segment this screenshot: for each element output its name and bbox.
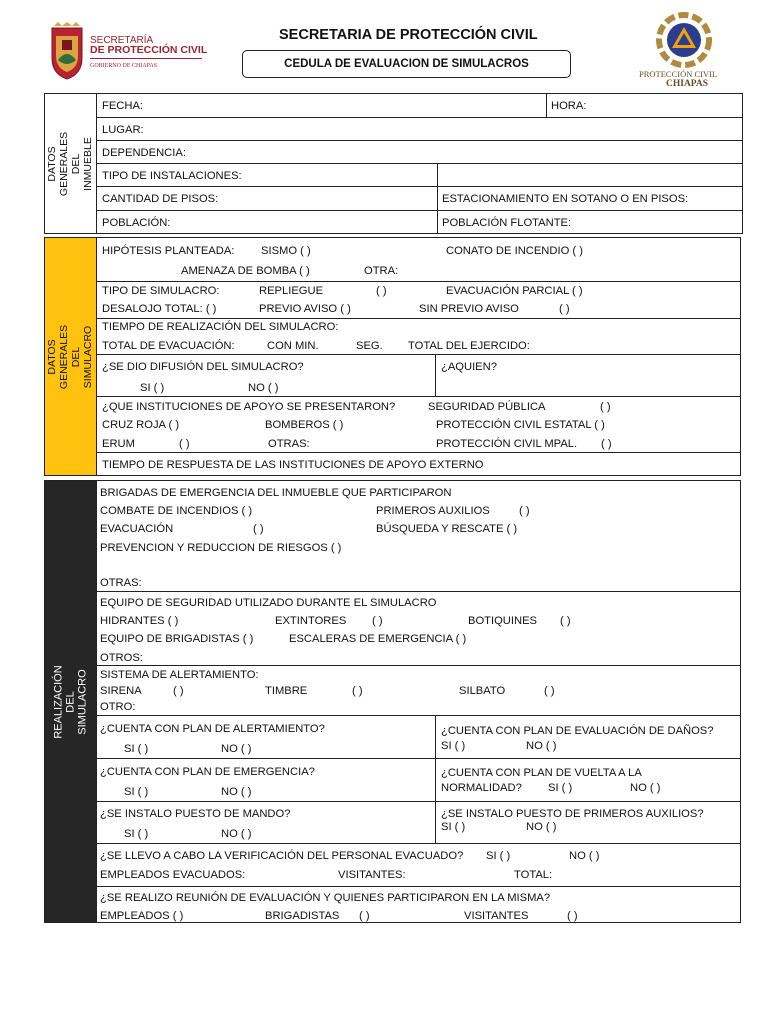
prevencion-option: PREVENCION Y REDUCCION DE RIESGOS ( ) <box>100 542 342 554</box>
puesto-aux-question: ¿SE INSTALO PUESTO DE PRIMEROS AUXILIOS? <box>441 808 704 820</box>
empleados-evacuados-label: EMPLEADOS EVACUADOS: <box>100 869 246 881</box>
poblacion-flotante-label: POBLACIÓN FLOTANTE: <box>442 217 572 229</box>
silbato-box: ( ) <box>544 685 555 697</box>
right-logo <box>634 12 744 92</box>
previo-aviso-option: PREVIO AVISO ( ) <box>259 303 351 315</box>
con-min-label: CON MIN. <box>267 340 319 352</box>
instituciones-question: ¿QUE INSTITUCIONES DE APOYO SE PRESENTARON? <box>102 401 396 413</box>
cantidad-pisos-label: CANTIDAD DE PISOS: <box>102 193 219 205</box>
extintores-box: ( ) <box>372 615 383 627</box>
reunion-visitantes-box: ( ) <box>567 910 578 922</box>
equipo-brigadistas-option: EQUIPO DE BRIGADISTAS ( ) <box>100 633 254 645</box>
puesto-mando-no: NO ( ) <box>221 828 252 840</box>
otra-label: OTRA: <box>364 265 399 277</box>
plan-emergencia-si: SI ( ) <box>124 786 149 798</box>
plan-emergencia-question: ¿CUENTA CON PLAN DE EMERGENCIA? <box>100 766 315 778</box>
left-logo-line3: GOBIERNO DE CHIAPAS <box>90 63 158 69</box>
hora-label: HORA: <box>551 100 587 112</box>
primeros-aux-option: PRIMEROS AUXILIOS <box>376 505 490 517</box>
chiapas-shield-icon <box>48 22 86 80</box>
evacuacion-option: EVACUACIÓN <box>100 523 174 535</box>
erum-box: ( ) <box>179 438 190 450</box>
seguridad-publica-option: SEGURIDAD PÚBLICA <box>428 401 546 413</box>
sirena-option: SIRENA <box>100 685 142 697</box>
total-ejercido-label: TOTAL DEL EJERCIDO: <box>408 340 530 352</box>
side-label-realizacion <box>44 480 97 923</box>
botiquines-option: BOTIQUINES <box>468 615 537 627</box>
tiempo-respuesta-label: TIEMPO DE RESPUESTA DE LAS INSTITUCIONES DE APOYO EXTERNO <box>102 459 484 471</box>
amenaza-option: AMENAZA DE BOMBA ( ) <box>181 265 310 277</box>
total-evacuados-label: TOTAL: <box>514 869 553 881</box>
evac-parcial-option: EVACUACIÓN PARCIAL ( ) <box>446 285 583 297</box>
hipotesis-label: HIPÓTESIS PLANTEADA: <box>102 245 235 257</box>
alertamiento-otro-label: OTRO: <box>100 701 136 713</box>
verificacion-si: SI ( ) <box>486 850 511 862</box>
seg-label: SEG. <box>356 340 383 352</box>
left-logo-line1: SECRETARÍA <box>90 35 154 46</box>
puesto-mando-si: SI ( ) <box>124 828 149 840</box>
cruz-roja-option: CRUZ ROJA ( ) <box>102 419 180 431</box>
aquien-label: ¿AQUIEN? <box>441 361 497 373</box>
seguridad-publica-box: ( ) <box>600 401 611 413</box>
extintores-option: EXTINTORES <box>275 615 347 627</box>
timbre-option: TIMBRE <box>265 685 308 697</box>
side-label-text: DATOS GENERALES DEL SIMULACRO <box>46 324 95 389</box>
brigadas-label: BRIGADAS DE EMERGENCIA DEL INMUEBLE QUE PARTICIPARON <box>100 487 452 499</box>
proteccion-civil-emblem-icon <box>656 12 712 68</box>
verificacion-question: ¿SE LLEVO A CABO LA VERIFICACIÓN DEL PERSONAL EVACUADO? <box>100 850 464 862</box>
tipo-simulacro-label: TIPO DE SIMULACRO: <box>102 285 220 297</box>
puesto-mando-question: ¿SE INSTALO PUESTO DE MANDO? <box>100 808 291 820</box>
plan-vuelta-no: NO ( ) <box>630 782 661 794</box>
total-evacuacion-label: TOTAL DE EVACUACIÓN: <box>102 340 235 352</box>
tipo-instalaciones-label: TIPO DE INSTALACIONES: <box>102 170 242 182</box>
tiempo-realizacion-label: TIEMPO DE REALIZACIÓN DEL SIMULACRO: <box>102 321 339 333</box>
plan-danos-no: NO ( ) <box>526 740 557 752</box>
reunion-brigadistas-box: ( ) <box>359 910 370 922</box>
botiquines-box: ( ) <box>560 615 571 627</box>
hidrantes-option: HIDRANTES ( ) <box>100 615 179 627</box>
equipo-seguridad-label: EQUIPO DE SEGURIDAD UTILIZADO DURANTE EL SIMULACRO <box>100 597 437 609</box>
otras-label: OTRAS: <box>268 438 310 450</box>
reunion-question: ¿SE REALIZO REUNIÓN DE EVALUACIÓN Y QUIENES PARTICIPARON EN LA MISMA? <box>100 892 551 904</box>
pc-mpal-option: PROTECCIÓN CIVIL MPAL. <box>436 438 578 450</box>
sin-previo-box: ( ) <box>559 303 570 315</box>
sismo-option: SISMO ( ) <box>261 245 311 257</box>
plan-danos-question: ¿CUENTA CON PLAN DE EVALUACIÓN DE DAÑOS? <box>441 725 714 737</box>
verificacion-no: NO ( ) <box>569 850 600 862</box>
fecha-label: FECHA: <box>102 100 144 112</box>
lugar-label: LUGAR: <box>102 124 144 136</box>
visitantes-evacuados-label: VISITANTES: <box>338 869 406 881</box>
difusion-si: SI ( ) <box>140 382 165 394</box>
plan-alertamiento-no: NO ( ) <box>221 743 252 755</box>
plan-vuelta-question-line1: ¿CUENTA CON PLAN DE VUELTA A LA <box>441 767 642 779</box>
sin-previo-option: SIN PREVIO AVISO <box>419 303 519 315</box>
difusion-no: NO ( ) <box>248 382 279 394</box>
sistema-alertamiento-label: SISTEMA DE ALERTAMIENTO: <box>100 669 259 681</box>
page-title: SECRETARIA DE PROTECCIÓN CIVIL <box>279 27 538 43</box>
evacuacion-box: ( ) <box>253 523 264 535</box>
equipo-otros-label: OTROS: <box>100 652 143 664</box>
busqueda-option: BÚSQUEDA Y RESCATE ( ) <box>376 523 518 535</box>
estacionamiento-label: ESTACIONAMIENTO EN SOTANO O EN PISOS: <box>442 193 689 205</box>
page-subtitle: CEDULA DE EVALUACION DE SIMULACROS <box>242 50 571 78</box>
bomberos-option: BOMBEROS ( ) <box>265 419 344 431</box>
right-logo-line1: PROTECCIÓN CIVIL <box>639 69 718 79</box>
erum-option: ERUM <box>102 438 135 450</box>
side-label-datos-simulacro <box>44 237 97 476</box>
left-logo-divider <box>90 58 202 59</box>
brigadas-otras-label: OTRAS: <box>100 577 142 589</box>
side-label-text: DATOS GENERALES DEL INMUEBLE <box>46 131 95 196</box>
right-logo-line2: CHIAPAS <box>666 79 709 89</box>
conato-option: CONATO DE INCENDIO ( ) <box>446 245 583 257</box>
difusion-question: ¿SE DIO DIFUSIÓN DEL SIMULACRO? <box>102 361 304 373</box>
plan-emergencia-no: NO ( ) <box>221 786 252 798</box>
plan-danos-si: SI ( ) <box>441 740 466 752</box>
silbato-option: SILBATO <box>459 685 506 697</box>
sirena-box: ( ) <box>173 685 184 697</box>
plan-vuelta-si: SI ( ) <box>548 782 573 794</box>
reunion-brigadistas: BRIGADISTAS <box>265 910 340 922</box>
repliegue-option: REPLIEGUE <box>259 285 324 297</box>
plan-alertamiento-question: ¿CUENTA CON PLAN DE ALERTAMIENTO? <box>100 723 325 735</box>
plan-alertamiento-si: SI ( ) <box>124 743 149 755</box>
pc-mpal-box: ( ) <box>601 438 612 450</box>
side-label-datos-inmueble <box>44 93 97 234</box>
puesto-aux-no: NO ( ) <box>526 821 557 833</box>
left-logo <box>48 22 208 82</box>
poblacion-label: POBLACIÓN: <box>102 217 171 229</box>
combate-option: COMBATE DE INCENDIOS ( ) <box>100 505 253 517</box>
side-label-text: REALIZACIÓN DEL SIMULACRO <box>52 664 89 739</box>
primeros-aux-box: ( ) <box>519 505 530 517</box>
left-logo-line2: DE PROTECCIÓN CIVIL <box>90 44 208 56</box>
plan-vuelta-question-line2: NORMALIDAD? <box>441 782 522 794</box>
timbre-box: ( ) <box>352 685 363 697</box>
repliegue-box: ( ) <box>376 285 387 297</box>
escaleras-option: ESCALERAS DE EMERGENCIA ( ) <box>289 633 467 645</box>
dependencia-label: DEPENDENCIA: <box>102 147 186 159</box>
reunion-empleados: EMPLEADOS ( ) <box>100 910 184 922</box>
pc-estatal-option: PROTECCIÓN CIVIL ESTATAL ( ) <box>436 419 605 431</box>
puesto-aux-si: SI ( ) <box>441 821 466 833</box>
reunion-visitantes: VISITANTES <box>464 910 529 922</box>
desalojo-total-option: DESALOJO TOTAL: ( ) <box>102 303 217 315</box>
